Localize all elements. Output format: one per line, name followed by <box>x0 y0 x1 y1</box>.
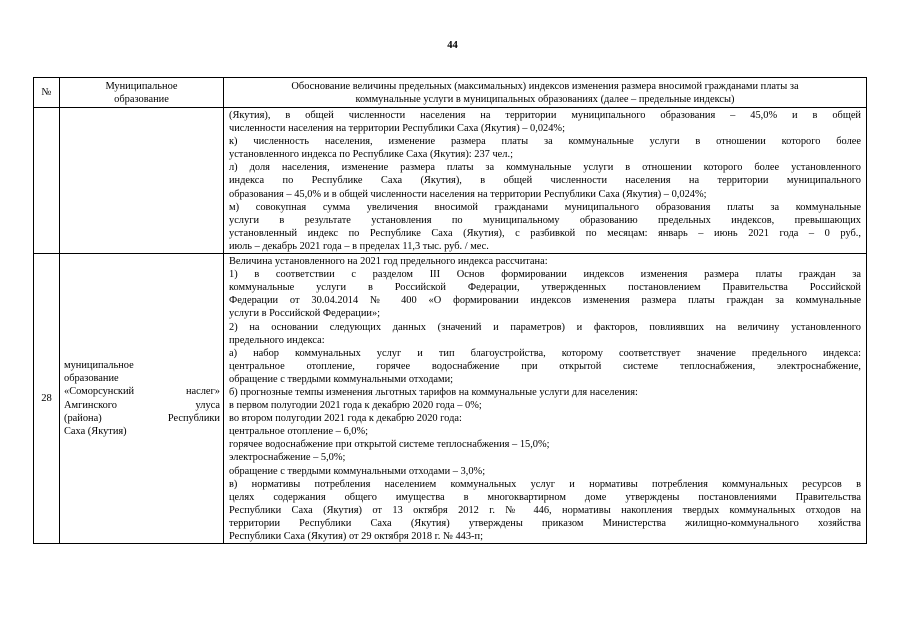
rationale-line: услуги в Российской Федерации»; <box>229 308 381 320</box>
rationale-line: 2) на основании следующих данных (значений и параметров) и факторов, повлиявших на величину установленного <box>229 321 861 333</box>
rationale-line: к) численность населения, изменение размера платы за коммунальные услуги в отношении которого более <box>229 136 861 148</box>
municipality-line: Амгинского улуса <box>64 399 220 411</box>
rationale-line: обращение с твердыми коммунальными отходами – 3,0%; <box>229 465 486 477</box>
rationale-line: образования – 45,0% и в общей численности населения на территории Республики Саха (Якутия) – 0,024%; <box>229 188 707 200</box>
municipality-line: «Соморсунский наслег» <box>64 386 220 398</box>
rationale-line: индекса по Республике Саха (Якутия), в общей численности населения на территории муниципального <box>229 175 861 187</box>
municipality-cell <box>60 108 224 254</box>
table-row <box>34 254 867 544</box>
rationale-line: обращение с твердыми коммунальными отходами; <box>229 373 454 385</box>
rationale-line: в первом полугодии 2021 года к декабрю 2020 года – 0%; <box>229 400 482 412</box>
rationale-line: июль – декабрь 2021 года – в пределах 11,3 тыс. руб. / мес. <box>229 240 489 252</box>
rationale-line: (Якутия), в общей численности населения на территории муниципального образования – 45,0% и в общей <box>229 110 861 121</box>
header-municipality-line: образование <box>114 93 169 105</box>
table-row <box>34 108 867 254</box>
rationale-cell <box>224 108 867 254</box>
header-municipality <box>60 78 224 108</box>
index-rationale-table <box>33 77 867 544</box>
rationale-line: Республики Саха (Якутия) от 13 октября 2012 г. № 446, нормативы накопления твердых коммунальных отходов на <box>229 504 861 516</box>
rationale-line: горячее водоснабжение при открытой системе теплоснабжения – 15,0%; <box>229 439 550 451</box>
rationale-line: Федерации от 30.04.2014 № 400 «О формировании индексов изменения размера платы граждан за коммунальные <box>229 295 861 307</box>
header-municipality-line: Муниципальное <box>105 80 178 92</box>
rationale-line: Величина установленного на 2021 год предельного индекса рассчитана: <box>229 256 548 268</box>
rationale-line: территории Республики Саха (Якутия) утверждены приказом Министерства жилищно-коммунального хозяйства <box>229 517 861 529</box>
rationale-line: м) совокупная сумма увеличения вносимой гражданами муниципального образования платы за коммунальные <box>229 201 861 213</box>
header-rationale-line: Обоснование величины предельных (максимальных) индексов изменения размера вносимой гражданами платы за <box>291 80 799 92</box>
rationale-line: Республики Саха (Якутия) от 29 октября 2018 г. № 443-п; <box>229 531 483 542</box>
municipality-cell <box>60 254 224 544</box>
rationale-line: установленного индекса по Республике Саха (Якутия): 237 чел.; <box>229 149 513 161</box>
header-rationale <box>224 78 867 108</box>
table-header-row <box>34 78 867 108</box>
rationale-line: численности населения на территории Республики Саха (Якутия) – 0,024%; <box>229 123 565 135</box>
rationale-line: во втором полугодии 2021 года к декабрю 2020 года: <box>229 413 462 425</box>
rationale-line: предельного индекса: <box>229 334 325 346</box>
rationale-line: 1) в соответствии с разделом III Основ формировании индексов изменения размера платы граждан за <box>229 269 861 281</box>
rationale-line: л) доля населения, изменение размера платы за коммунальные услуги в отношении которого более установленного <box>229 162 861 174</box>
rationale-line: а) набор коммунальных услуг и тип благоустройства, которому соответствует значение предельного индекса: <box>229 347 861 359</box>
row-number <box>34 108 60 254</box>
rationale-line: центральное отопление – 6,0%; <box>229 426 368 438</box>
rationale-line: б) прогнозные темпы изменения льготных тарифов на коммунальные услуги для населения: <box>229 386 638 398</box>
rationale-line: услуги в результате установления по муниципальному образованию предельных индексов, превышающих <box>229 214 861 226</box>
municipality-line: муниципальное <box>64 360 134 372</box>
municipality-line: образование <box>64 373 119 385</box>
rationale-cell <box>224 254 867 544</box>
municipality-line: (района) Республики <box>64 412 220 424</box>
header-rationale-line: коммунальные услуги в муниципальных образованиях (далее – предельные индексы) <box>355 93 735 105</box>
rationale-line: в) нормативы потребления населением коммунальных услуг и нормативы потребления коммунальных ресурсов в <box>229 478 861 490</box>
rationale-line: целях содержания общего имущества в многоквартирном доме утверждены постановлениями Правительства <box>229 491 861 503</box>
rationale-line: установленный индекс по Республике Саха (Якутия), с разбивкой по месяцам: январь – июнь 2021 года – 0 руб., <box>229 227 861 239</box>
page-number: 44 <box>447 40 458 51</box>
rationale-line: коммунальные услуги в Российской Федерации, утвержденных постановлением Правительства Российской <box>229 282 861 294</box>
header-number: № <box>34 78 60 108</box>
rationale-line: центральное отопление, горячее водоснабжение при открытой системе теплоснабжения, электроснабжение, <box>229 360 861 372</box>
row-number: 28 <box>34 254 60 544</box>
rationale-line: электроснабжение – 5,0%; <box>229 452 346 464</box>
municipality-line: Саха (Якутия) <box>64 425 127 437</box>
